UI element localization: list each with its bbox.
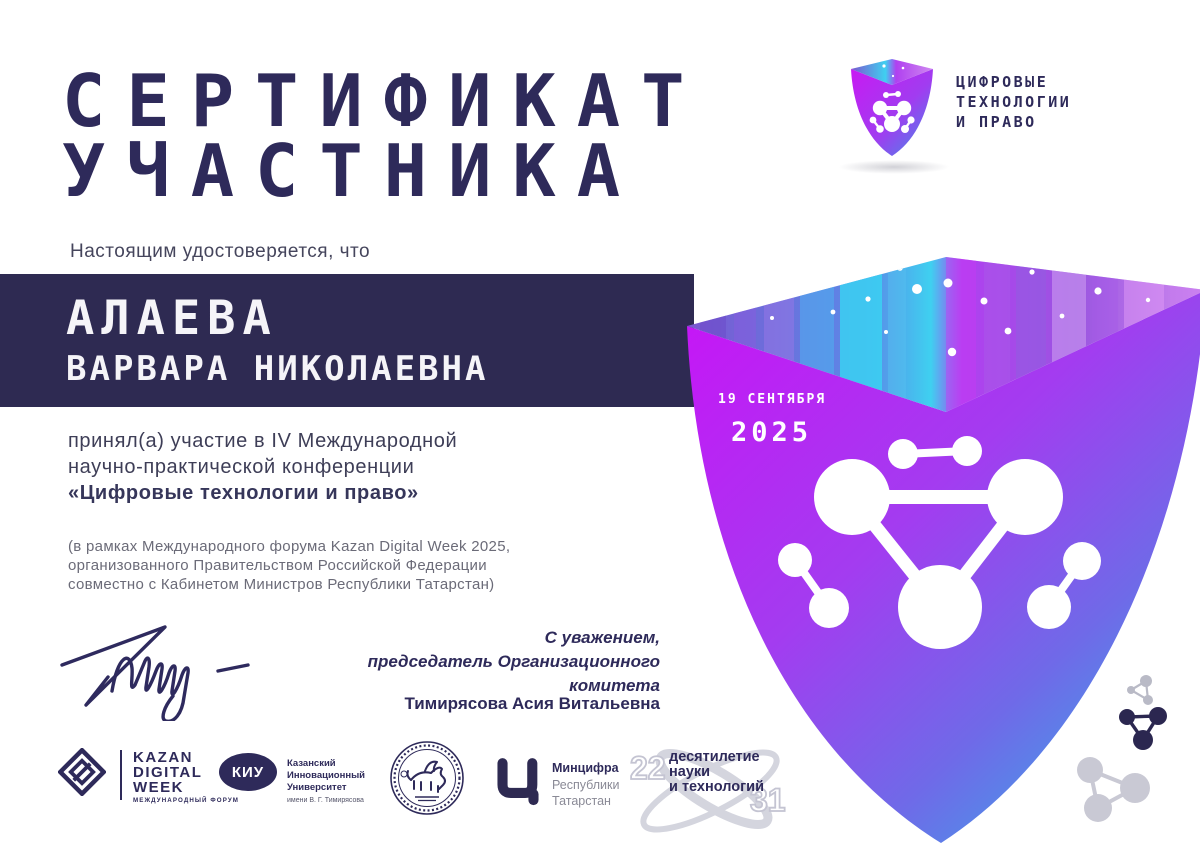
- kiu-line3: Университет: [287, 782, 347, 793]
- certificate-title-line1: СЕРТИФИКАТ: [62, 59, 706, 143]
- mincifra-line2: Республики: [552, 778, 620, 792]
- mincifra-name: Минцифра: [552, 761, 619, 775]
- forum-note-line2: организованного Правительством Российской Федерации: [68, 557, 487, 574]
- kiu-subtitle: имени В. Г. Тимирясова: [287, 797, 364, 804]
- shield-year: 2025: [731, 417, 813, 448]
- event-logo-line1: ЦИФРОВЫЕ: [956, 73, 1049, 91]
- mini-molecule-navy: [1119, 707, 1167, 750]
- mini-molecule-gray-small: [1127, 675, 1153, 705]
- participation-line2: научно-практической конференции: [68, 456, 415, 478]
- certificate-title-line2: УЧАСТНИКА: [62, 129, 642, 213]
- forum-note-line1: (в рамках Международного форума Kazan Digital Week 2025,: [68, 538, 511, 555]
- participation-line1: принял(а) участие в IV Международной: [68, 430, 458, 452]
- conference-name: «Цифровые технологии и право»: [68, 482, 419, 504]
- event-logo-line2: ТЕХНОЛОГИИ: [956, 93, 1072, 111]
- event-logo-line3: И ПРАВО: [956, 113, 1037, 131]
- decade-num-right: 31: [750, 782, 786, 818]
- kdw-subtitle: МЕЖДУНАРОДНЫЙ ФОРУМ: [133, 797, 240, 804]
- kiu-abbr: КИУ: [231, 763, 265, 781]
- signing-role: председатель Организационного комитета: [367, 652, 660, 695]
- signing-salutation: С уважением,: [544, 628, 660, 647]
- decade-line2: науки: [669, 764, 711, 780]
- decade-line3: и технологий: [669, 779, 764, 795]
- recipient-first-middle-name: ВАРВАРА НИКОЛАЕВНА: [66, 349, 489, 389]
- mini-molecule-gray-large: [1077, 757, 1150, 822]
- kiu-line2: Инновационный: [287, 770, 366, 781]
- kdw-line1: KAZAN: [133, 749, 193, 766]
- decade-line1: десятилетие: [669, 749, 760, 765]
- kdw-line3: WEEK: [133, 779, 184, 796]
- intro-text: Настоящим удостоверяется, что: [70, 241, 371, 262]
- recipient-last-name: АЛАЕВА: [66, 291, 278, 346]
- signer-name: Тимирясова Асия Витальевна: [404, 694, 660, 713]
- kiu-line1: Казанский: [287, 758, 336, 769]
- decade-num-left: 22: [630, 750, 666, 786]
- forum-note-line3: совместно с Кабинетом Министров Республики Татарстан): [68, 576, 495, 593]
- kdw-line2: DIGITAL: [133, 764, 203, 781]
- mincifra-line3: Татарстан: [552, 794, 611, 808]
- shield-date: 19 СЕНТЯБРЯ: [718, 392, 827, 407]
